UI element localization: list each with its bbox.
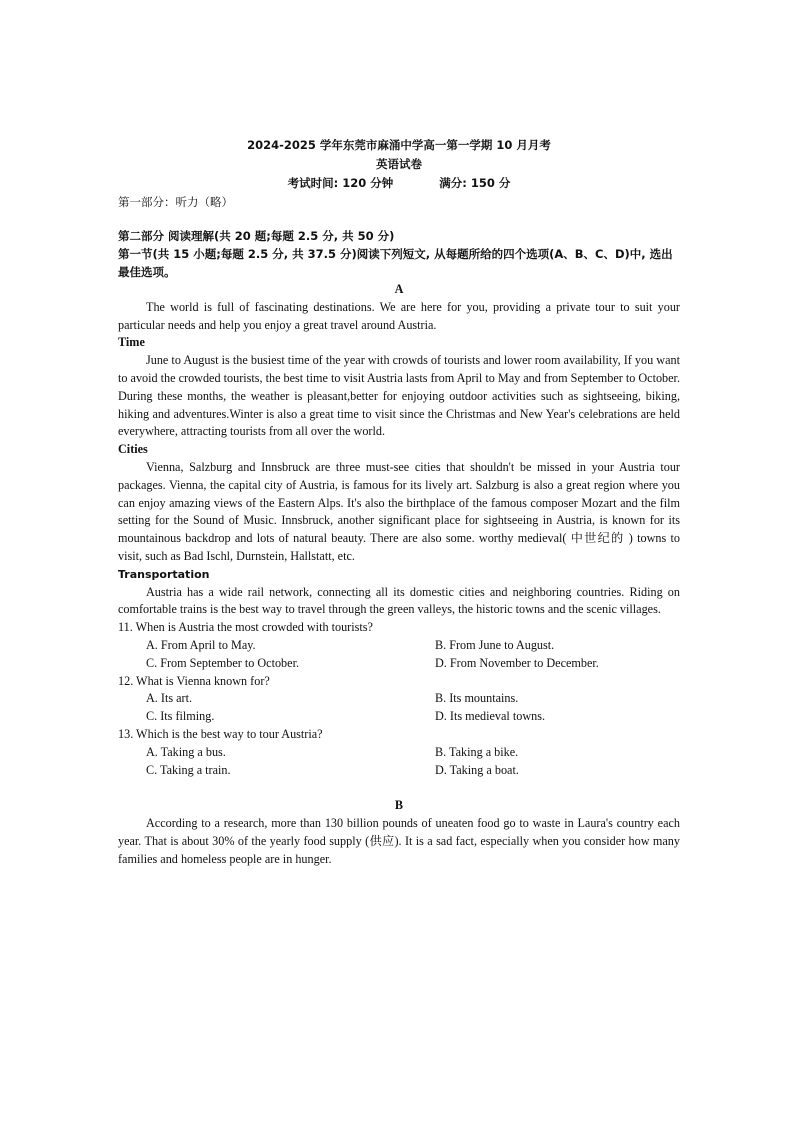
passage-a-intro: The world is full of fascinating destinations. We are here for you, providing a private tour to suit your particular needs and help you enjoy a great travel around Austria. (118, 299, 680, 332)
option-b[interactable]: B. Taking a bike. (435, 744, 519, 759)
option-d[interactable]: D. Its medieval towns. (435, 709, 546, 724)
passage-b-letter: B (394, 798, 404, 813)
transportation-paragraph: Austria has a wide rail network, connecting all its domestic cities and neighboring countries. Riding on comfortable trains is the best way to travel through the green valleys, the historic towns and the scenic villages. (118, 584, 680, 617)
part-one-heading: 第一部分：听力（略） (118, 195, 233, 209)
exam-info-line (118, 174, 680, 193)
option-b[interactable]: B. From June to August. (435, 637, 555, 652)
cities-heading: Cities (118, 442, 148, 457)
cities-paragraph: Vienna, Salzburg and Innsbruck are three must-see cities that shouldn't be missed in your Austria tour packages. Vienna, the capital city of Austria, is famous for its lively art. Salzburg is also a great region where you can enjoy amazing views of the Eastern Alps. It's also the birthplace of the famous composer Mozart and the film setting for the Sound of Music. Innsbruck, another significant place for sightseeing in Austria, is known for its mountainous backdrop and lots of natural beauty. There are also some. worthy medieval( 中世纪的 ) towns to visit, such as Bad Ischl, Durnstein, Hallstatt, etc. (118, 459, 680, 563)
option-a[interactable]: A. Taking a bus. (146, 744, 226, 759)
option-a[interactable]: A. Its art. (146, 691, 193, 706)
exam-time: 考试时间: 120 分钟 (287, 176, 394, 190)
exam-subtitle: 英语试卷 (376, 157, 422, 171)
question-stem: 12. What is Vienna known for? (118, 673, 270, 688)
question-13 (118, 726, 680, 779)
option-b[interactable]: B. Its mountains. (435, 691, 519, 706)
passage-a-letter: A (394, 282, 404, 296)
question-11 (118, 619, 680, 672)
option-c[interactable]: C. Taking a train. (146, 762, 231, 777)
option-d[interactable]: D. Taking a boat. (435, 762, 519, 777)
exam-page (118, 136, 680, 869)
time-paragraph: June to August is the busiest time of the year with crowds of tourists and lower room availability, If you want to avoid the crowded tourists, the best time to visit Austria lasts from April to May and from September to October. During these months, the weather is pleasant,better for enjoying outdoor activities such as sightseeing, biking, hiking and adventures.Winter is also a great time to visit since the Christmas and New Year's celebrations are held everywhere, attracting tourists from all over the world. (118, 353, 680, 439)
option-d[interactable]: D. From November to December. (435, 655, 599, 670)
option-c[interactable]: C. From September to October. (146, 655, 299, 670)
question-stem: 13. Which is the best way to tour Austria? (118, 726, 323, 741)
full-score: 满分: 150 分 (439, 176, 511, 190)
transportation-heading: Transportation (118, 567, 210, 581)
exam-title: 2024-2025 学年东莞市麻涌中学高一第一学期 10 月月考 (247, 138, 551, 152)
part-two-heading: 第二部分 阅读理解(共 20 题;每题 2.5 分, 共 50 分) (118, 229, 395, 243)
passage-b-paragraph: According to a research, more than 130 billion pounds of uneaten food go to waste in Laura's country each year. That is about 30% of the yearly food supply (供应). It is a sad fact, especially when you consider how many families and homeless people are in hunger. (118, 816, 680, 866)
option-c[interactable]: C. Its filming. (146, 709, 215, 724)
section-one-instructions: 第一节(共 15 小题;每题 2.5 分, 共 37.5 分)阅读下列短文, 从每题所给的四个选项(A、B、C、D)中, 选出最佳选项。 (118, 247, 673, 279)
question-stem: 11. When is Austria the most crowded with tourists? (118, 620, 373, 635)
option-a[interactable]: A. From April to May. (146, 637, 256, 652)
time-heading: Time (118, 335, 145, 350)
question-12 (118, 673, 680, 726)
